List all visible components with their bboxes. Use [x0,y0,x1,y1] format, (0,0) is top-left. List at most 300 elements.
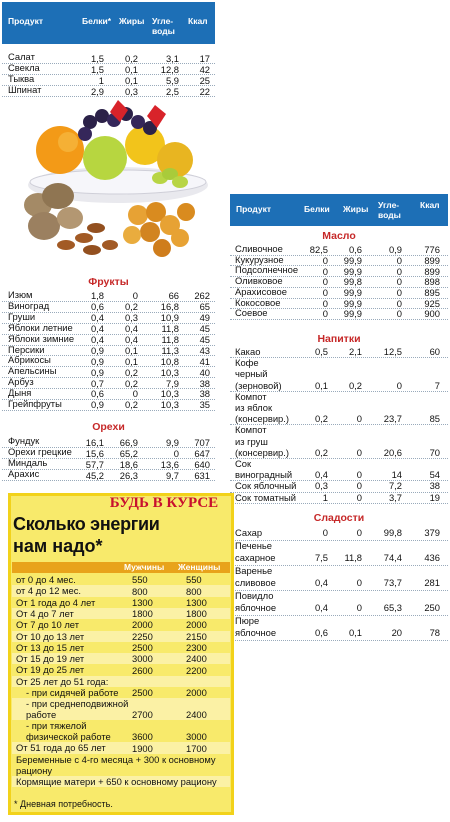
cell-value: 0,2 [348,379,362,391]
row-divider [2,96,215,97]
cell-value: 7,9 [165,377,179,389]
cell-value: 0,1 [314,379,328,391]
table-row [230,615,448,640]
product-name: Арбуз [8,376,34,388]
product-name: Кофе черный (зерновой) [235,357,282,391]
product-name: Орехи грецкие [8,446,72,457]
cell-value: 0 [396,254,402,266]
row-divider [230,640,448,641]
age-group: - при среднеподвижной работе [26,698,129,721]
men-value: 3600 [132,731,153,743]
cell-value: 45 [199,333,210,345]
cell-value: 10,3 [160,366,179,378]
cell-value: 0,2 [124,399,138,411]
cell-value: 22 [199,85,210,97]
table1-header [2,2,215,44]
col2-fat: Жиры [343,204,369,214]
product-name: Тыква [8,73,35,84]
cell-value: 20 [391,627,402,638]
product-name: Соевое [235,307,268,319]
cell-value: 35 [199,399,210,411]
energy-row [12,754,230,776]
cell-value: 26,3 [119,469,138,481]
col2-carbs: Угле- воды [378,200,401,220]
col2-kcal: Ккал [420,200,440,210]
cell-value: 281 [424,577,440,588]
cell-value: 7 [434,379,440,391]
cell-value: 2,9 [90,85,104,97]
product-name: Кокосовое [235,296,281,308]
women-value: 2150 [186,630,207,642]
cell-value: 0 [356,577,362,588]
product-name: Миндаль [8,457,48,468]
cell-value: 2,5 [165,85,179,97]
cell-value: 0,1 [124,63,138,75]
age-group: От 1 года до 4 лет [16,596,96,608]
row-divider [230,503,448,504]
cell-value: 0,7 [90,377,104,389]
cell-value: 99,9 [343,308,362,320]
footnote: * Дневная потребность. [14,799,113,809]
cell-value: 11,3 [161,344,179,356]
cell-value: 38 [429,480,440,492]
product-name: Сливочное [235,243,283,254]
cell-value: 78 [429,627,440,638]
product-name: Яблоки летние [8,321,73,333]
cell-value: 0 [173,447,179,459]
cell-value: 0 [356,602,362,613]
table-row [230,357,448,391]
energy-row [12,742,230,753]
cell-value: 49 [199,312,210,324]
men-value: 1300 [132,596,153,608]
energy-row [12,631,230,642]
cell-value: 25 [199,74,210,86]
row-divider [2,410,215,411]
energy-row [12,619,230,630]
age-group: - при тяжелой физической работе [26,720,111,743]
table-row [2,366,215,377]
cell-value: 1 [98,74,104,86]
product-name: Арахисовое [235,285,287,297]
age-group: От 13 до 15 лет [16,641,85,653]
cell-value: 15,6 [85,447,104,459]
age-group: От 51 года до 65 лет [16,742,106,754]
cell-value: 0,2 [124,52,138,64]
product-name: Апельсины [8,365,57,377]
nuts-title: Орехи [92,421,125,433]
cell-value: 0 [356,491,362,503]
product-name: Сок яблочный [235,480,297,492]
oil-title: Масло [322,230,356,242]
table-row [230,287,448,298]
cell-value: 16,8 [160,301,179,313]
cell-value: 10,9 [160,312,179,324]
women-value: 2400 [186,653,207,665]
table-row [230,492,448,503]
table-row [2,399,215,410]
cell-value: 0,4 [90,323,104,335]
cell-value: 262 [194,290,210,302]
cell-value: 707 [194,436,210,448]
product-name: Изюм [8,289,33,300]
age-group: От 7 до 10 лет [16,619,79,631]
energy-title-line2: нам надо* [13,536,103,556]
cell-value: 0,2 [124,366,138,378]
cell-value: 85 [429,413,440,425]
cell-value: 0 [356,446,362,458]
cell-value: 0,4 [124,323,138,335]
col-protein: Белки* [82,16,112,26]
women-value: 2000 [186,619,207,631]
cell-value: 3,7 [388,491,402,503]
energy-row [12,687,230,698]
cell-value: 16,1 [85,436,104,448]
cell-value: 60 [429,346,440,357]
age-group: от 4 до 12 мес. [16,585,81,597]
age-group: От 25 лет до 51 года: [16,675,109,687]
energy-row [12,698,230,720]
cell-value: 0,4 [314,577,328,588]
women-value: 2300 [186,642,207,654]
product-name: Сок томатный [235,491,296,503]
cell-value: 0,6 [90,301,104,313]
men-value: 1900 [132,742,153,754]
cell-value: 66 [168,290,179,302]
cell-value: 38 [199,377,210,389]
men-value: 2250 [132,630,153,642]
energy-row [12,597,230,608]
age-group: От 10 до 13 лет [16,630,85,642]
table-row [2,85,215,96]
cell-value: 0,4 [90,333,104,345]
cell-value: 0 [132,290,138,302]
cell-value: 0,9 [90,355,104,367]
product-name: Дыня [8,387,32,399]
cell-value: 10,3 [160,399,179,411]
product-name: Яблоки зимние [8,332,75,344]
product-name: Подсолнечное [235,264,299,276]
energy-title-line1: Сколько энергии [13,514,160,534]
cell-value: 250 [424,602,440,613]
cell-value: 0,3 [124,312,138,324]
cell-value: 7,5 [314,552,328,563]
cell-value: 0,9 [90,399,104,411]
table-row [2,323,215,334]
cell-value: 38 [199,388,210,400]
table-row [230,391,448,425]
cell-value: 9,9 [165,436,179,448]
cell-value: 1,8 [90,290,104,302]
cell-value: 0 [322,527,328,538]
cell-value: 0,2 [314,413,328,425]
row-divider [230,319,448,320]
sweets-title: Сладости [313,512,365,524]
energy-row [12,676,230,687]
cell-value: 0 [322,265,328,277]
product-name: Абрикосы [8,354,51,366]
energy-row [12,664,230,675]
table-row [230,480,448,491]
men-value: 550 [132,574,148,586]
table-row [230,565,448,590]
cell-value: 0,2 [124,301,138,313]
cell-value: 0 [322,308,328,320]
age-group: - при сидячей работе [26,687,119,698]
product-name: Варенье сливовое [235,564,276,588]
cell-value: 74,4 [383,552,402,563]
cell-value: 12,8 [160,63,179,75]
cell-value: 5,9 [165,74,179,86]
cell-value: 0,1 [124,74,138,86]
cell-value: 0,6 [314,627,328,638]
women-value: 3000 [186,731,207,743]
product-name: Печенье сахарное [235,539,276,563]
cell-value: 23,7 [383,413,402,425]
cell-value: 0,3 [124,85,138,97]
cell-value: 0 [356,480,362,492]
age-group: от 0 до 4 мес. [16,574,76,585]
cell-value: 0 [396,265,402,277]
cell-value: 647 [194,447,210,459]
cell-value: 45 [199,323,210,335]
cell-value: 0 [322,276,328,288]
cell-value: 10,8 [160,355,179,367]
product-name: Оливковое [235,275,283,287]
cell-value: 12,5 [383,346,402,357]
cell-value: 54 [429,469,440,481]
cell-value: 73,7 [383,577,402,588]
table-row [230,424,448,458]
cell-value: 379 [424,527,440,538]
cell-value: 0,2 [314,446,328,458]
men-value: 2000 [132,619,153,631]
product-name: Компот из яблок (консервир.) [235,390,289,425]
age-group: От 4 до 7 лет [16,607,74,619]
product-name: Свекла [8,62,40,73]
cell-value: 99,9 [343,265,362,277]
table-row [230,346,448,357]
women-value: 550 [186,574,202,586]
men-value: 2500 [132,687,153,699]
cell-value: 14 [391,469,402,481]
energy-header [12,562,230,573]
cell-value: 41 [199,355,210,367]
cell-value: 0 [322,254,328,266]
col-kcal: Ккал [188,16,208,26]
cell-value: 9,7 [165,469,179,481]
cell-value: 65,2 [119,447,138,459]
cell-value: 99,9 [343,254,362,266]
cell-value: 3,1 [165,52,179,64]
cell-value: 0,4 [314,469,328,481]
cell-value: 17 [199,52,210,64]
cell-value: 7,2 [388,480,402,492]
fruit-bowl-image [10,100,225,265]
cell-value: 0,2 [124,377,138,389]
col-product: Продукт [8,16,44,26]
age-group: От 19 до 25 лет [16,664,85,676]
cell-value: 42 [199,63,210,75]
women-value: 1800 [186,608,207,620]
cell-value: 0 [356,469,362,481]
product-name: Салат [8,51,35,62]
table-row [2,334,215,345]
energy-row [12,608,230,619]
product-name: Кукурузное [235,253,284,265]
cell-value: 0 [322,286,328,298]
cell-value: 1,5 [90,52,104,64]
cell-value: 0 [322,297,328,309]
cell-value: 0,1 [124,355,138,367]
cell-value: 11,8 [344,552,362,563]
cell-value: 0,6 [348,244,362,256]
cell-value: 0,1 [124,344,138,356]
men-value: 2700 [132,709,153,721]
cell-value: 0 [356,527,362,538]
table-row [230,527,448,540]
drinks-title: Напитки [317,333,361,345]
product-name: Повидло яблочное [235,589,277,613]
table-row [230,458,448,480]
cell-value: 82,5 [309,244,328,256]
men-value: 1800 [132,608,153,620]
cell-value: 19 [429,491,440,503]
cell-value: 898 [424,276,440,288]
cell-value: 0 [132,388,138,400]
product-name: Груши [8,310,36,322]
men-value: 2500 [132,642,153,654]
energy-row [12,585,230,596]
product-name: Пюре яблочное [235,614,277,638]
col2-protein: Белки [304,204,330,214]
product-name: Грейпфруты [8,398,62,409]
cell-value: 40 [199,366,210,378]
energy-row [12,720,230,742]
cell-value: 99,9 [343,286,362,298]
cell-value: 0,6 [90,388,104,400]
cell-value: 99,8 [343,276,362,288]
men-value: 800 [132,585,148,597]
table-row [2,469,215,480]
women-value: 2200 [186,664,207,676]
cell-value: 18,6 [119,458,138,470]
energy-row [12,642,230,653]
cell-value: 66,9 [119,436,138,448]
table-row [230,540,448,565]
cell-value: 640 [194,458,210,470]
cell-value: 0,3 [314,480,328,492]
col-fat: Жиры [119,16,145,26]
cell-value: 70 [429,446,440,458]
table2-header [230,194,448,226]
cell-value: 65,3 [383,602,402,613]
cell-value: 99,9 [343,297,362,309]
product-name: Шпинат [8,84,42,95]
table-row [2,377,215,388]
cell-value: 436 [424,552,440,563]
fruits-title: Фрукты [88,276,129,288]
cell-value: 43 [199,344,210,356]
product-name: Персики [8,343,45,355]
women-value: 1300 [186,596,207,608]
energy-row [12,574,230,585]
energy-banner: БУДЬ В КУРСЕ [109,495,219,511]
cell-value: 99,8 [383,527,402,538]
cell-value: 0,4 [124,333,138,345]
women-value: 2000 [186,687,207,699]
energy-row [12,776,230,787]
cell-value: 899 [424,265,440,277]
women-value: 800 [186,585,202,597]
product-name: Какао [235,346,261,357]
product-name: Сахар [235,527,263,538]
cell-value: 0,5 [314,346,328,357]
cell-value: 899 [424,254,440,266]
cell-value: 10,3 [160,388,179,400]
cell-value: 2,1 [348,346,362,357]
cell-value: 0 [396,297,402,309]
cell-value: 57,7 [85,458,104,470]
age-group: Беременные с 4-го месяца + 300 к основному рациону [16,753,216,776]
cell-value: 631 [194,469,210,481]
product-name: Сок виноградный [235,458,293,481]
cell-value: 925 [424,297,440,309]
cell-value: 13,6 [160,458,179,470]
cell-value: 0,9 [90,366,104,378]
product-name: Фундук [8,435,40,446]
cell-value: 776 [424,244,440,256]
cell-value: 1 [322,491,328,503]
fruit-bowl-illustration [10,100,225,265]
cell-value: 65 [199,301,210,313]
cell-value: 0 [396,276,402,288]
women-value: 2400 [186,709,207,721]
product-name: Виноград [8,299,50,311]
cell-value: 0 [396,286,402,298]
table-row [230,590,448,615]
cell-value: 895 [424,286,440,298]
energy-row [12,653,230,664]
cell-value: 0,4 [90,312,104,324]
men-value: 3000 [132,653,153,665]
cell-value: 45,2 [85,469,104,481]
cell-value: 0 [396,308,402,320]
age-group: Кормящие матери + 650 к основному рациону [16,775,217,787]
cell-value: 1,5 [90,63,104,75]
product-name: Арахис [8,468,40,479]
cell-value: 0 [356,413,362,425]
women-value: 1700 [186,742,207,754]
cell-value: 0 [396,379,402,391]
col-carbs: Угле- воды [152,16,175,36]
cell-value: 11,8 [161,323,179,335]
cell-value: 0,4 [314,602,328,613]
row-divider [2,480,215,481]
col-women: Женщины [178,562,221,572]
cell-value: 0,1 [348,627,362,638]
col2-product: Продукт [236,204,272,214]
age-group: От 15 до 19 лет [16,653,85,665]
cell-value: 11,8 [161,333,179,345]
cell-value: 900 [424,308,440,320]
men-value: 2600 [132,664,153,676]
col-men: Мужчины [124,562,165,572]
cell-value: 0,9 [388,244,402,256]
cell-value: 0,9 [90,344,104,356]
cell-value: 20,6 [383,446,402,458]
table-row [230,308,448,319]
